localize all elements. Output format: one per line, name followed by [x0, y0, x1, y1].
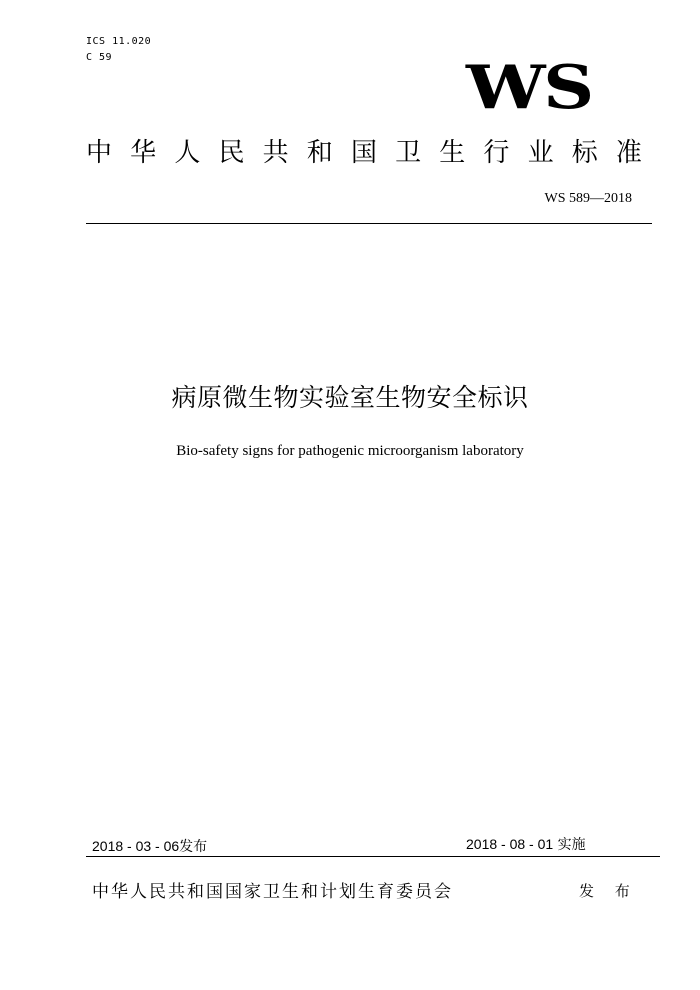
- standard-type-char: 业: [527, 138, 554, 168]
- standard-type-char: 中: [86, 138, 113, 168]
- ws-logo: WS: [466, 53, 592, 123]
- footer-divider: [86, 856, 660, 857]
- publish-label: 发 布: [579, 882, 638, 900]
- standard-type-char: 卫: [395, 138, 422, 168]
- standard-type-char: 民: [218, 138, 245, 168]
- class-code: C 59: [86, 52, 113, 63]
- standard-number: WS 589—2018: [544, 191, 632, 206]
- standard-type-char: 华: [130, 138, 157, 168]
- standard-type-char: 国: [350, 138, 377, 168]
- standard-type-char: 准: [615, 138, 642, 168]
- standard-type-char: 人: [174, 138, 201, 168]
- effective-label: 实施: [557, 837, 586, 853]
- standard-type-char: 生: [439, 138, 466, 168]
- classification-codes: [86, 34, 151, 66]
- header-divider: [86, 223, 652, 224]
- document-title-cn: 病原微生物实验室生物安全标识: [171, 383, 529, 412]
- issue-date-line: [92, 836, 207, 857]
- standard-type-char: 标: [571, 138, 598, 168]
- issue-date: 2018 - 03 - 06: [92, 838, 180, 854]
- ics-code: ICS 11.020: [86, 36, 152, 47]
- document-title-en: Bio-safety signs for pathogenic microorganism laboratory: [176, 443, 524, 459]
- effective-date: 2018 - 08 - 01: [466, 836, 554, 852]
- standard-type-char: 共: [262, 138, 289, 168]
- issuing-authority: 中华人民共和国国家卫生和计划生育委员会: [92, 882, 453, 902]
- standard-type-title: [86, 136, 642, 170]
- standard-type-char: 行: [483, 138, 510, 168]
- issue-label: 发布: [179, 839, 208, 855]
- effective-date-line: [466, 834, 586, 855]
- standard-type-char: 和: [306, 138, 333, 168]
